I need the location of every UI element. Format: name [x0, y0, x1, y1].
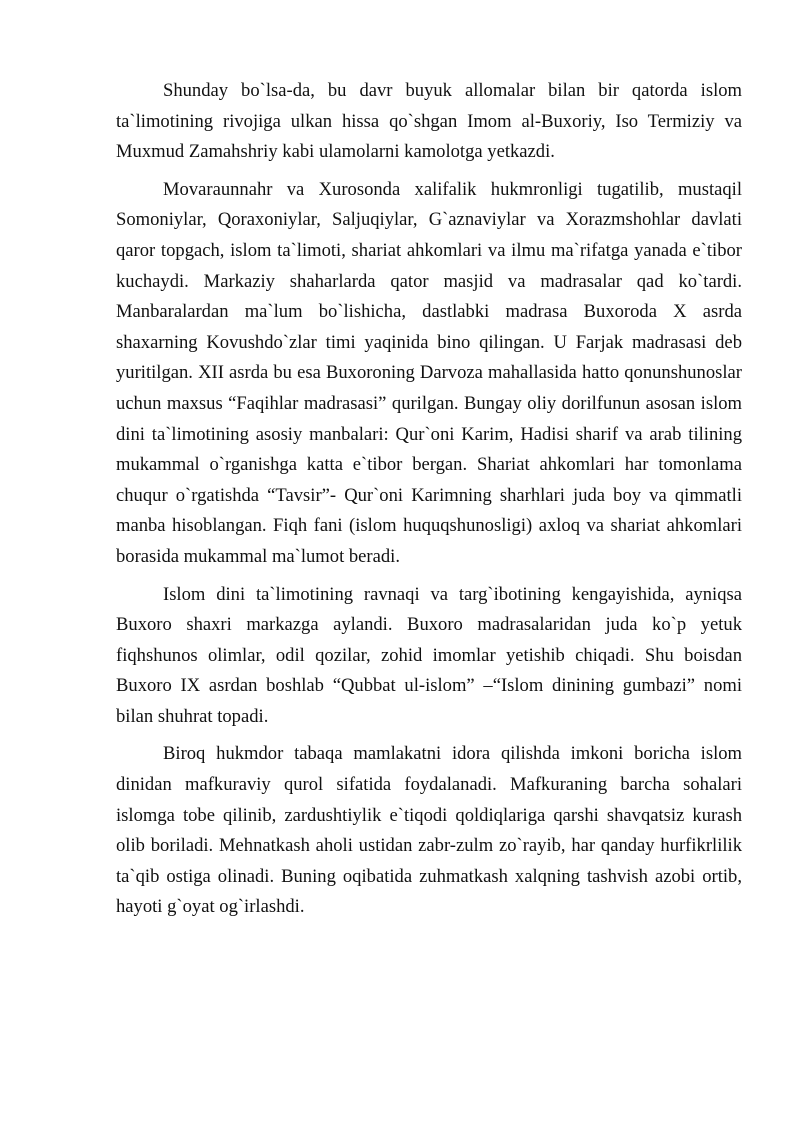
- paragraph-3: Islom dini ta`limotining ravnaqi va targ`ibotining kengayishida, ayniqsa Buxoro shaxri markazga aylandi. Buxoro madrasalaridan juda ko`p yetuk fiqhshunos olimlar, odil qozilar, zohid imomlar yetishib chiqadi. Shu boisdan Buxoro IX asrdan boshlab “Qubbat ul-islom” –“Islom dinining gumbazi” nomi bilan shuhrat topadi.: [116, 583, 742, 727]
- document-page: [116, 76, 742, 930]
- paragraph-4: Biroq hukmdor tabaqa mamlakatni idora qilishda imkoni boricha islom dinidan mafkuraviy qurol sifatida foydalanadi. Mafkuraning barcha sohalari islomga tobe qilinib, zardushtiylik e`tiqodi qoldiqlariga qarshi shavqatsiz kurash olib boriladi. Mehnatkash aholi ustidan zabr-zulm zo`rayib, har qanday hurfikrlilik ta`qib ostiga olinadi. Buning oqibatida zuhmatkash xalqning tashvish azobi ortib, hayoti g`oyat og`irlashdi.: [116, 743, 742, 918]
- paragraph-1: Shunday bo`lsa-da, bu davr buyuk allomalar bilan bir qatorda islom ta`limotining rivojiga ulkan hissa qo`shgan Imom al-Buxoriy, Iso Termiziy va Muxmud Zamahshriy kabi ulamolarni kamolotga yetkazdi.: [116, 80, 742, 163]
- paragraph-2: Movaraunnahr va Xurosonda xalifalik hukmronligi tugatilib, mustaqil Somoniylar, Qoraxoniylar, Saljuqiylar, G`aznaviylar va Xorazmshohlar davlati qaror topgach, islom ta`limoti, shariat ahkomlari va ilmu ma`rifatga yanada e`tibor kuchaydi. Markaziy shaharlarda qator masjid va madrasalar qad ko`tardi. Manbaralardan ma`lum bo`lishicha, dastlabki madrasa Buxoroda X asrda shaxarning Kovushdo`zlar timi yaqinida bino qilingan. U Farjak madrasasi deb yuritilgan. XII asrda bu esa Buxoroning Darvoza mahallasida hatto qonunshunoslar uchun maxsus “Faqihlar madrasasi” qurilgan. Bungay oliy dorilfunun asosan islom dini ta`limotining asosiy manbalari: Qur`oni Karim, Hadisi sharif va arab tilining mukammal o`rganishga katta e`tibor bergan. Shariat ahkomlari har tomonlama chuqur o`rgatishda “Tavsir”- Qur`oni Karimning sharhlari juda boy va qimmatli manba hisoblangan. Fiqh fani (islom huquqshunosligi) axloq va shariat ahkomlari borasida mukammal ma`lumot beradi.: [116, 178, 742, 567]
